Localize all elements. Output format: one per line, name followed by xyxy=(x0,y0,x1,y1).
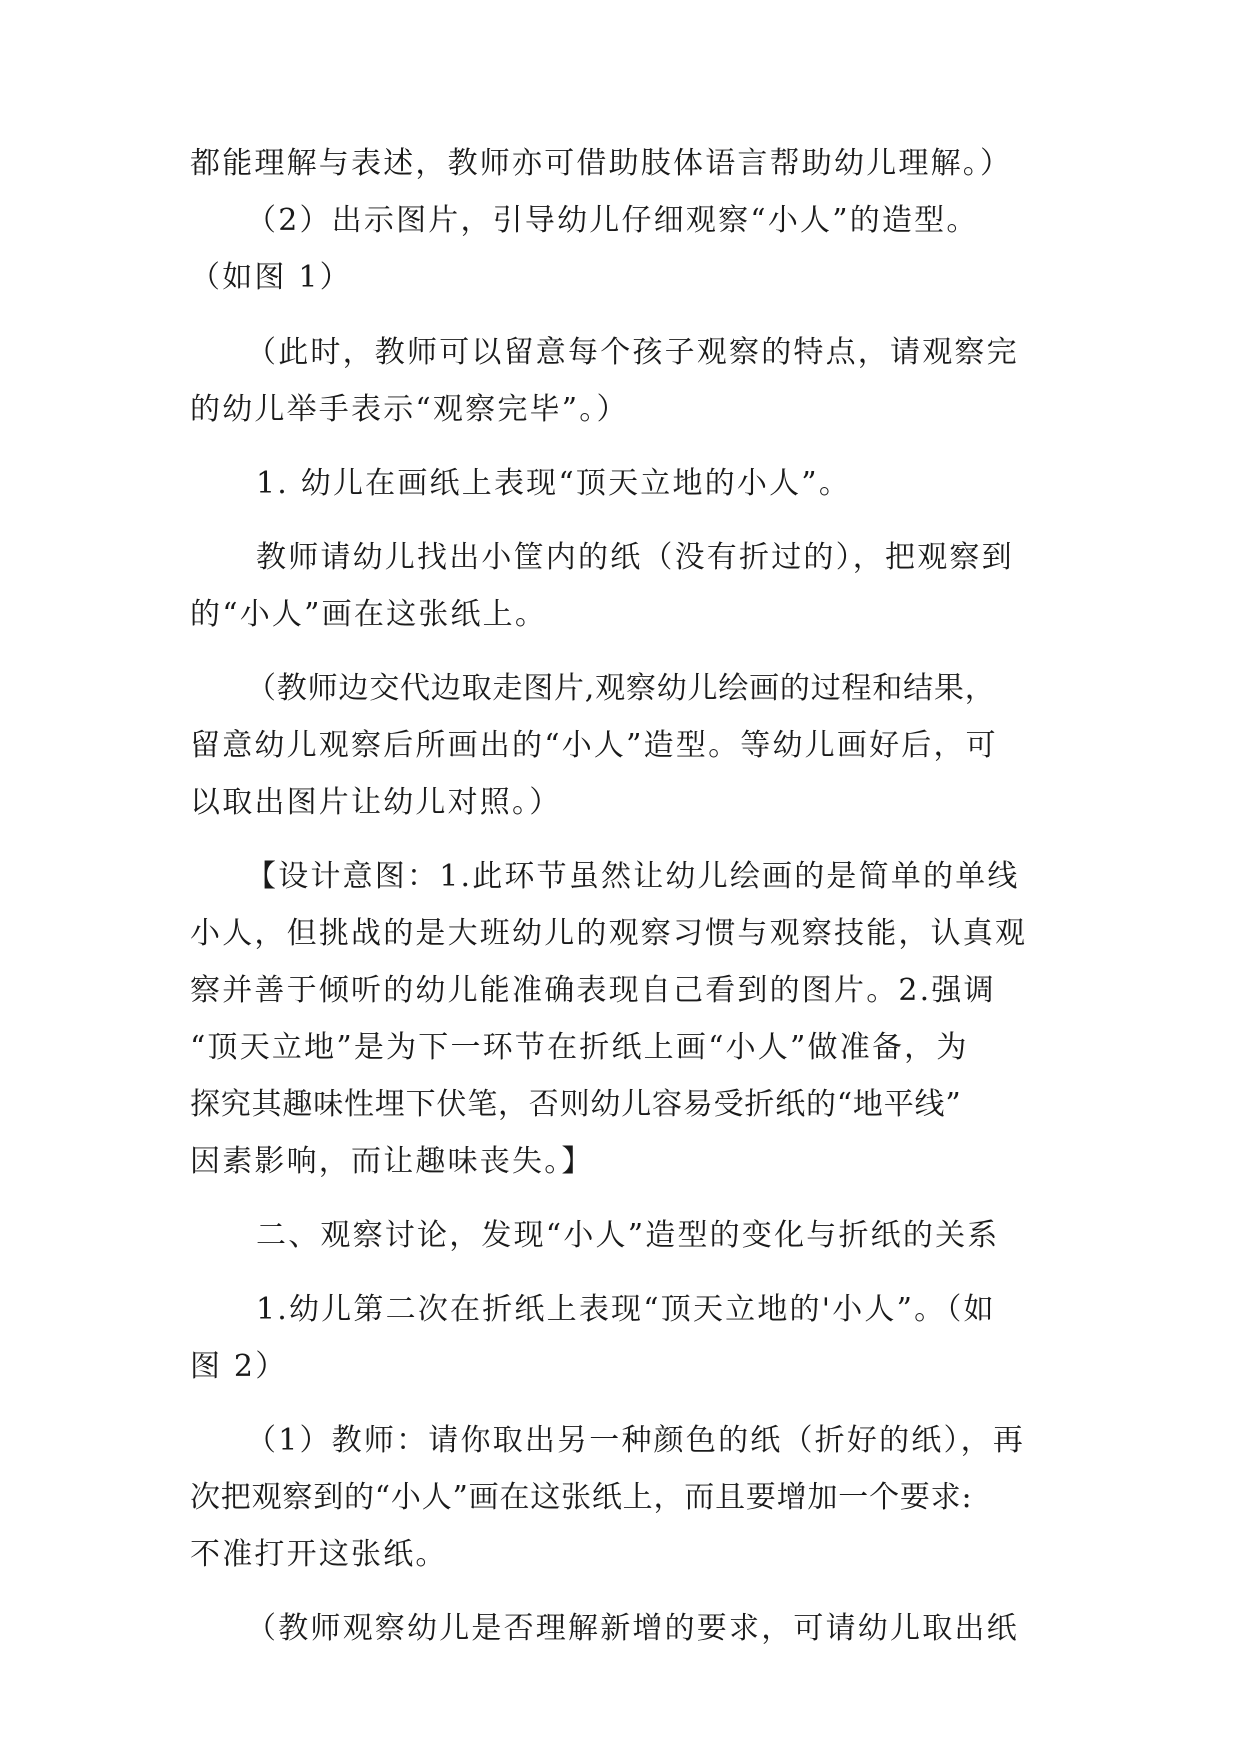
text-line: 1.幼儿第二次在折纸上表现“顶天立地的'小人”。（如 xyxy=(256,1292,996,1327)
text-line: 探究其趣味性埋下伏笔，否则幼儿容易受折纸的“地平线” xyxy=(190,1087,962,1122)
text-line: 因素影响，而让趣味丧失。】 xyxy=(190,1144,594,1179)
text-line: 都能理解与表述，教师亦可借助肢体语言帮助幼儿理解。） xyxy=(190,146,1013,181)
text-line: （如图 1） xyxy=(190,260,352,295)
text-line: 不准打开这张纸。 xyxy=(190,1537,448,1572)
text-line: （2）出示图片，引导幼儿仔细观察“小人”的造型。 xyxy=(246,203,979,238)
text-line: 的幼儿举手表示“观察完毕”。） xyxy=(190,392,629,427)
text-line: （1）教师：请你取出另一种颜色的纸（折好的纸），再 xyxy=(246,1423,1026,1458)
text-line: 留意幼儿观察后所画出的“小人”造型。等幼儿画好后，可 xyxy=(190,728,998,763)
text-line: （教师观察幼儿是否理解新增的要求，可请幼儿取出纸 xyxy=(246,1611,1019,1646)
text-line: （教师边交代边取走图片,观察幼儿绘画的过程和结果， xyxy=(246,671,996,706)
section-heading: 二、观察讨论，发现“小人”造型的变化与折纸的关系 xyxy=(256,1218,1000,1253)
text-line: 小人，但挑战的是大班幼儿的观察习惯与观察技能，认真观 xyxy=(190,916,1028,951)
text-line: 1. 幼儿在画纸上表现“顶天立地的小人”。 xyxy=(256,466,852,501)
text-line: （此时，教师可以留意每个孩子观察的特点，请观察完 xyxy=(246,335,1019,370)
text-line: 教师请幼儿找出小筐内的纸（没有折过的），把观察到 xyxy=(256,540,1014,575)
text-line: 次把观察到的“小人”画在这张纸上，而且要增加一个要求: xyxy=(190,1480,973,1515)
text-line: 的“小人”画在这张纸上。 xyxy=(190,597,548,632)
text-line: “顶天立地”是为下一环节在折纸上画“小人”做准备，为 xyxy=(190,1030,969,1065)
text-line: 图 2） xyxy=(190,1349,288,1384)
text-line: 察并善于倾听的幼儿能准确表现自己看到的图片。2.强调 xyxy=(190,973,996,1008)
text-line: 【设计意图：1.此环节虽然让幼儿绘画的是简单的单线 xyxy=(246,859,1020,894)
text-line: 以取出图片让幼儿对照。） xyxy=(190,785,562,820)
